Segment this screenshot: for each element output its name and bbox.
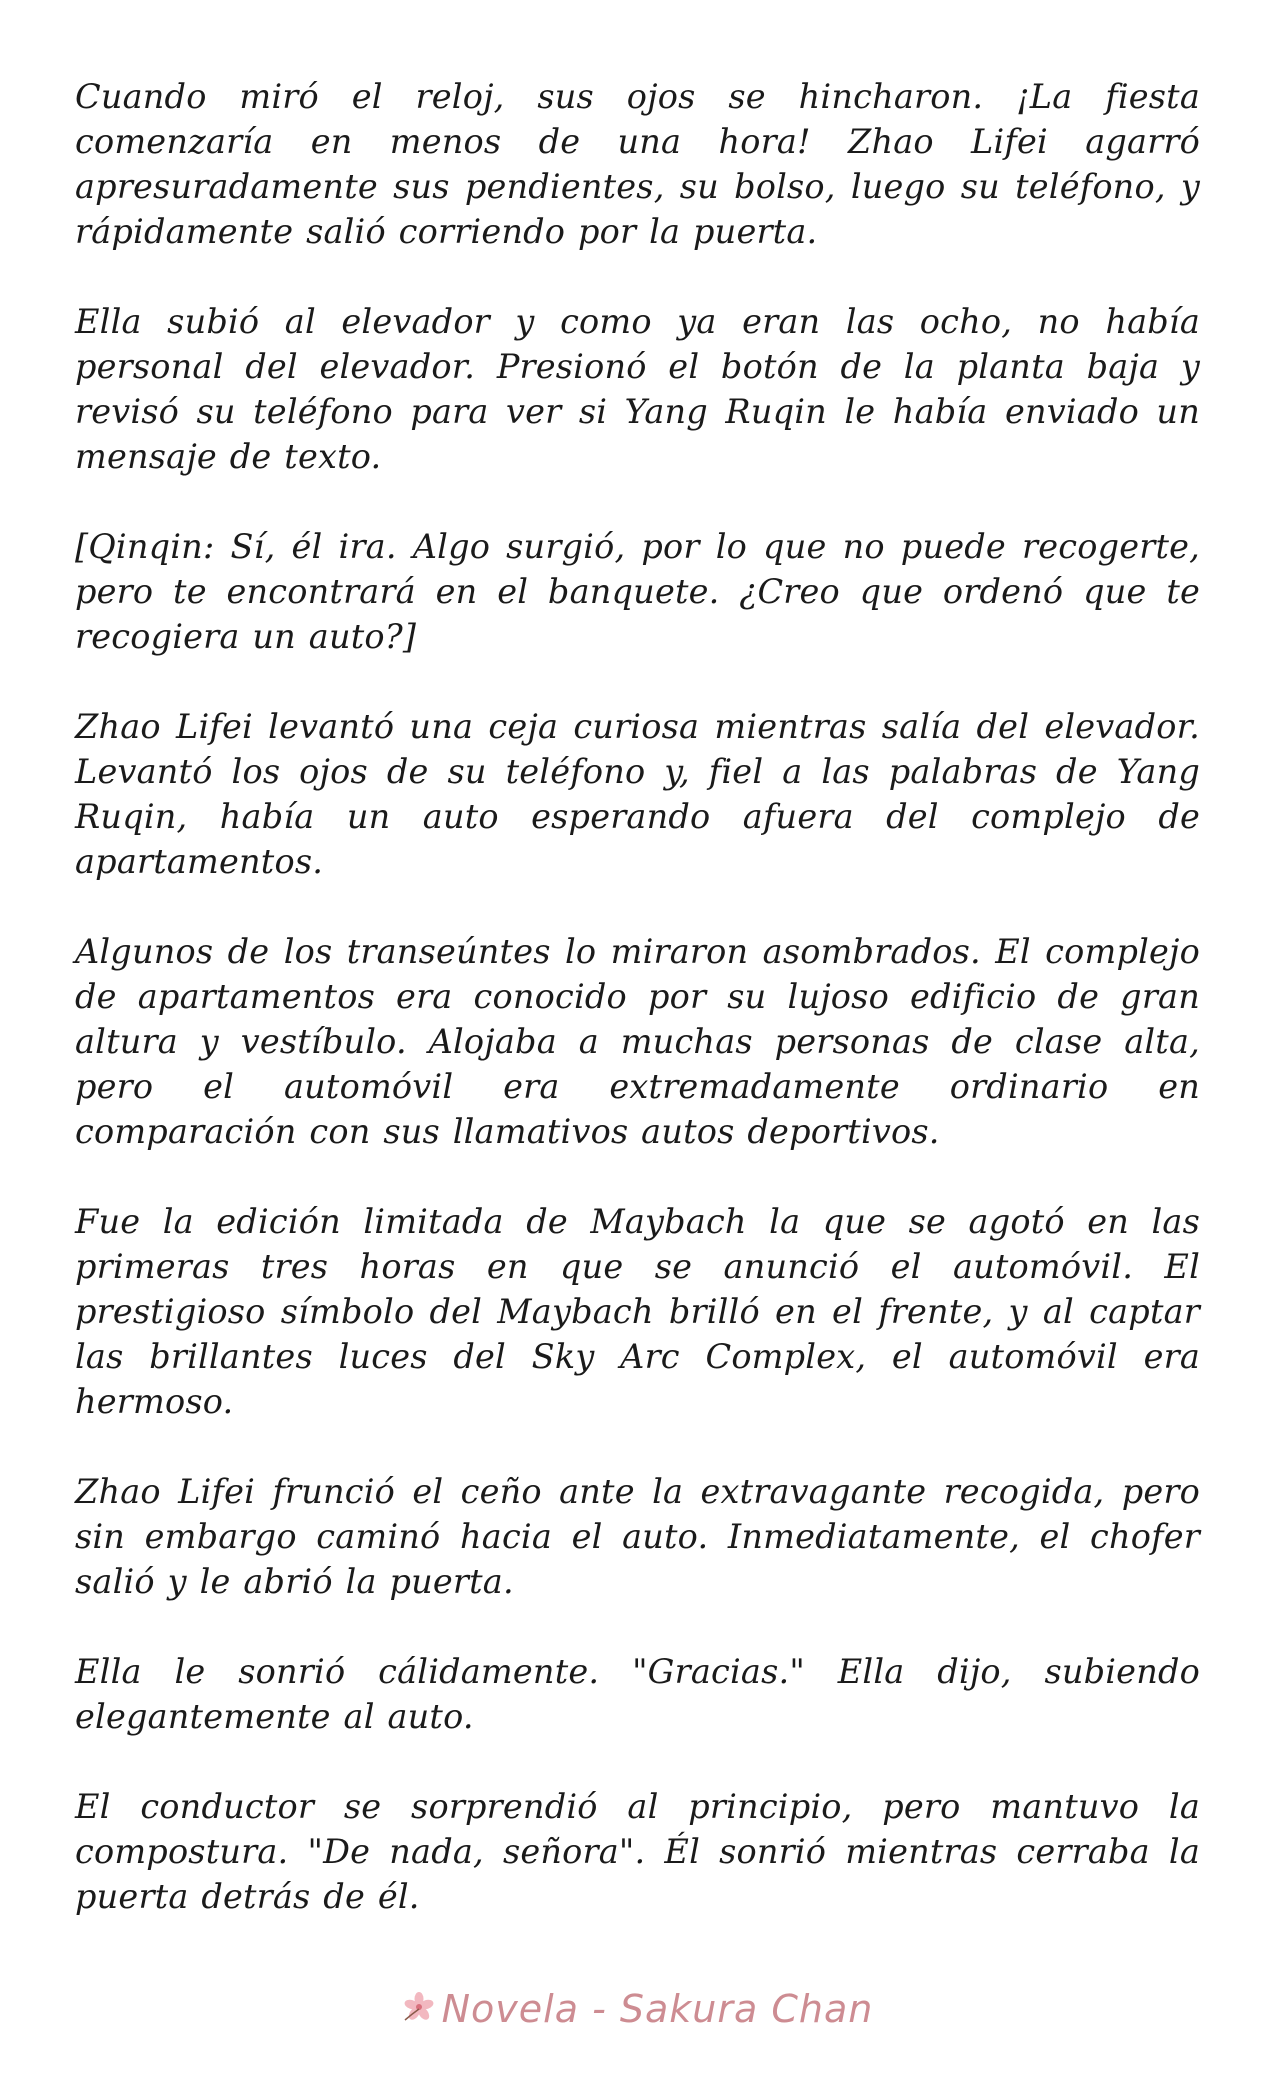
- paragraph-6: Fue la edición limitada de Maybach la que se agotó en las primeras tres horas en que se anunció el automóvil. El prestigioso símbolo del Maybach brilló en el frente, y al captar las brillantes luces del Sky Arc Complex, el automóvil era hermoso.: [75, 1202, 1200, 1421]
- watermark: [0, 1987, 1275, 2031]
- sakura-flower-icon: [402, 1989, 436, 2023]
- paragraph-2: Ella subió al elevador y como ya eran las ocho, no había personal del elevador. Presionó el botón de la planta baja y revisó su teléfono para ver si Yang Ruqin le había enviado un mensaje de texto.: [75, 302, 1200, 476]
- paragraph-1: Cuando miró el reloj, sus ojos se hincharon. ¡La fiesta comenzaría en menos de una hora! Zhao Lifei agarró apresuradamente sus pendientes, su bolso, luego su teléfono, y rápidamente salió corriendo por la puerta.: [75, 77, 1200, 251]
- paragraph-7: Zhao Lifei frunció el ceño ante la extravagante recogida, pero sin embargo caminó hacia el auto. Inmediatamente, el chofer salió y le abrió la puerta.: [75, 1472, 1200, 1601]
- watermark-text: Novela - Sakura Chan: [441, 1987, 874, 2031]
- paragraph-5: Algunos de los transeúntes lo miraron asombrados. El complejo de apartamentos era conocido por su lujoso edificio de gran altura y vestíbulo. Alojaba a muchas personas de clase alta, pero el automóvil era extremadamente ordinario en comparación con sus llamativos autos deportivos.: [75, 932, 1200, 1151]
- paragraph-4: Zhao Lifei levantó una ceja curiosa mientras salía del elevador. Levantó los ojos de su teléfono y, fiel a las palabras de Yang Ruqin, había un auto esperando afuera del complejo de apartamentos.: [75, 707, 1200, 881]
- paragraph-9: El conductor se sorprendió al principio, pero mantuvo la compostura. "De nada, señora". Él sonrió mientras cerraba la puerta detrás de él.: [75, 1787, 1200, 1916]
- paragraph-8: Ella le sonrió cálidamente. "Gracias." Ella dijo, subiendo elegantemente al auto.: [75, 1652, 1200, 1736]
- document-body: [75, 74, 1200, 1919]
- paragraph-3: [Qinqin: Sí, él ira. Algo surgió, por lo que no puede recogerte, pero te encontrará en el banquete. ¿Creo que ordenó que te recogiera un auto?]: [75, 527, 1200, 656]
